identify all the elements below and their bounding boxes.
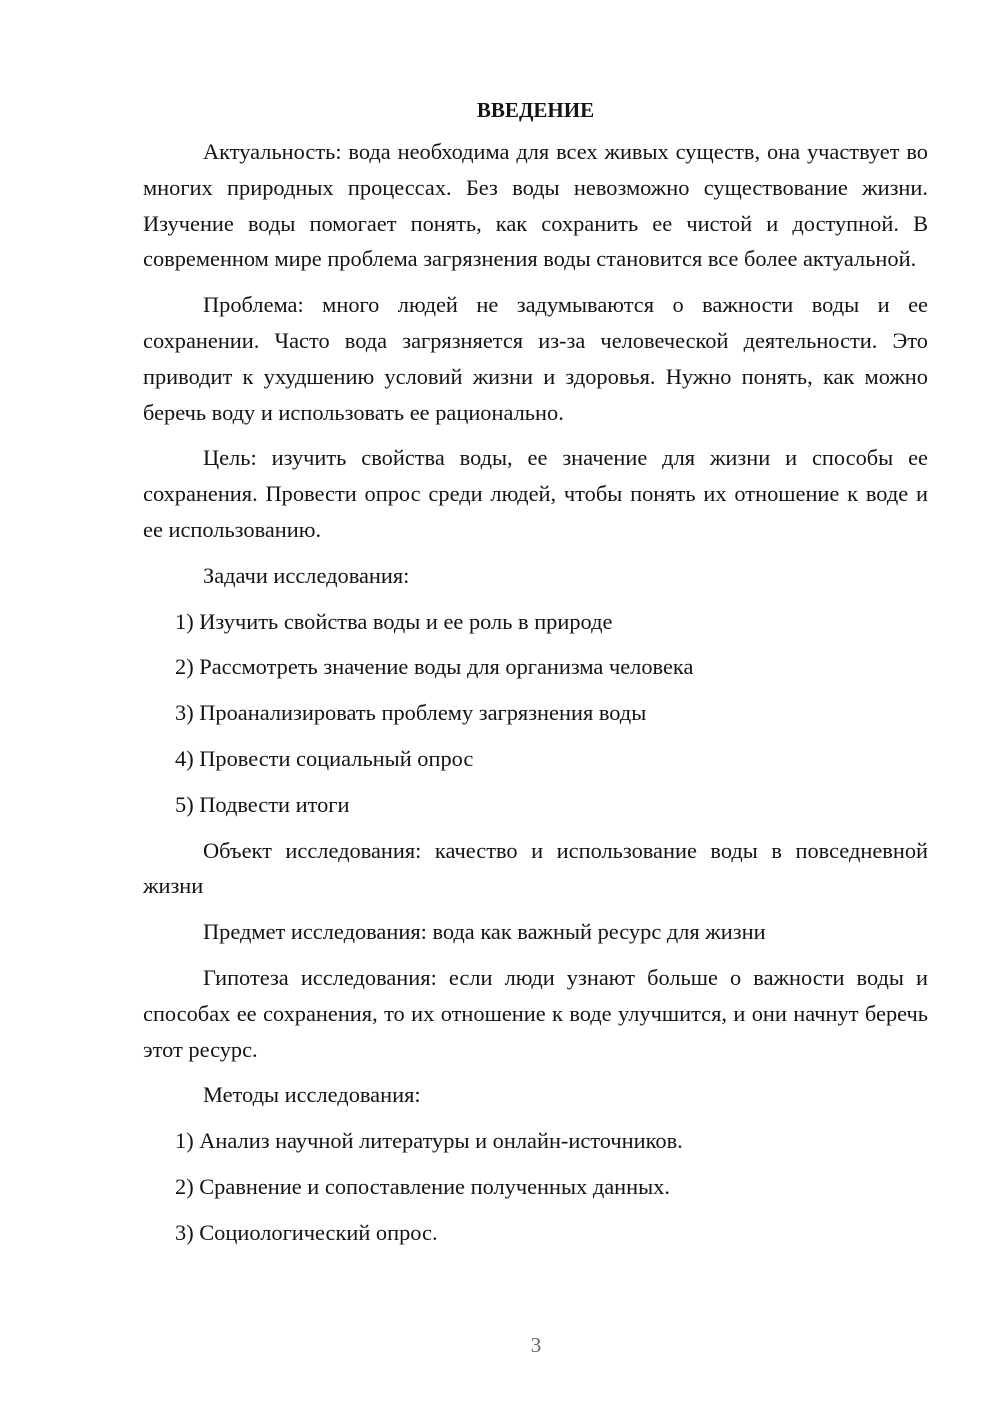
section-title: ВВЕДЕНИЕ (476, 98, 595, 122)
task-item: 3) Проанализировать проблему загрязнения воды (175, 700, 647, 726)
tasks-heading: Задачи исследования: (203, 562, 410, 588)
method-item: 1) Анализ научной литературы и онлайн-источников. (175, 1128, 683, 1154)
methods-list (143, 1123, 928, 1250)
task-item: 4) Провести социальный опрос (175, 745, 474, 771)
page-number: 3 (530, 1333, 542, 1357)
relevance-paragraph: Актуальность: вода необходима для всех живых существ, она участвует во многих природных процессах. Без воды невозможно существование жизни. Изучение воды помогает понять, как сохранить ее чистой и доступной. В современном мире проблема загрязнения воды становится все более актуальной. (143, 139, 928, 272)
page-content (143, 92, 928, 1261)
hypothesis-paragraph: Гипотеза исследования: если люди узнают больше о важности воды и способах ее сохранения, то их отношение к воде улучшится, и они начнут беречь этот ресурс. (143, 964, 928, 1062)
task-item: 1) Изучить свойства воды и ее роль в природе (175, 608, 613, 634)
task-item: 2) Рассмотреть значение воды для организма человека (175, 654, 694, 680)
method-item: 2) Сравнение и сопоставление полученных данных. (175, 1173, 670, 1199)
goal-paragraph: Цель: изучить свойства воды, ее значение для жизни и способы ее сохранения. Провести опрос среди людей, чтобы понять их отношение к воде и ее использованию. (143, 445, 928, 542)
research-subject-paragraph: Предмет исследования: вода как важный ресурс для жизни (203, 919, 766, 945)
research-object-paragraph: Объект исследования: качество и использование воды в повседневной жизни (143, 837, 928, 899)
problem-paragraph: Проблема: много людей не задумываются о важности воды и ее сохранении. Часто вода загрязняется из-за человеческой деятельности. Это приводит к ухудшению условий жизни и здоровья. Нужно понять, как можно беречь воду и использовать ее рационально. (143, 292, 928, 425)
method-item: 3) Социологический опрос. (175, 1219, 438, 1245)
methods-heading: Методы исследования: (203, 1082, 421, 1108)
task-item: 5) Подвести итоги (175, 791, 350, 817)
tasks-list (143, 604, 928, 823)
